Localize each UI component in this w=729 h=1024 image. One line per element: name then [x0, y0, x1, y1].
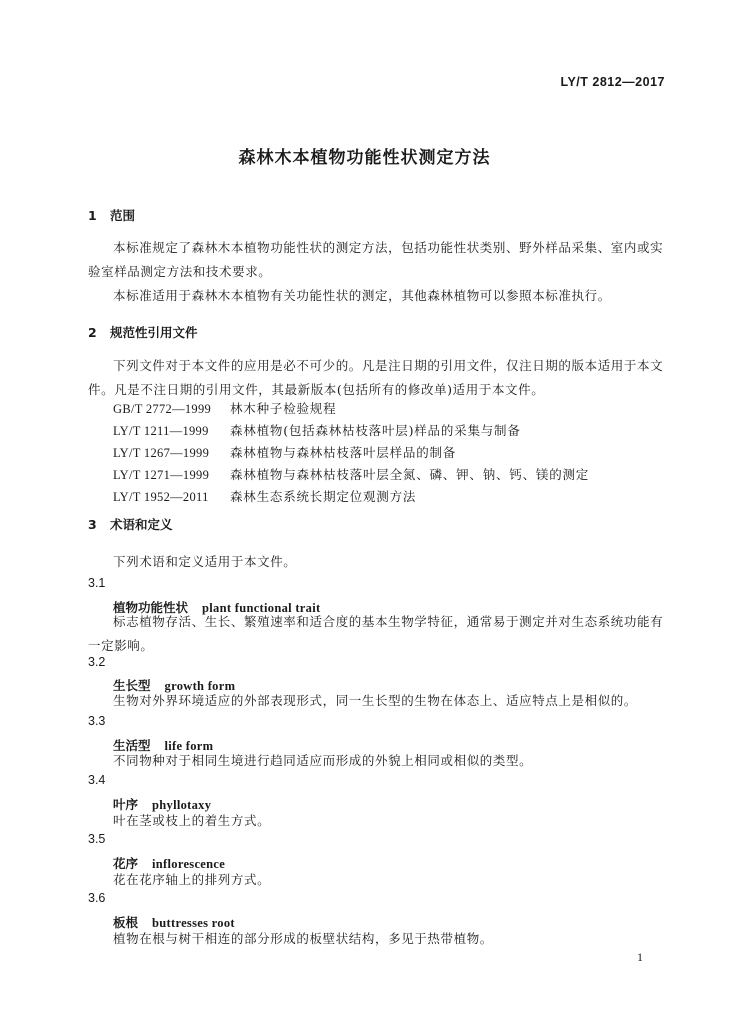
term-en: life form — [164, 739, 214, 753]
page-number: 1 — [637, 950, 643, 964]
term-definition: 植物在根与树干相连的部分形成的板壁状结构，多见于热带植物。 — [113, 931, 493, 946]
term-en: growth form — [164, 679, 236, 693]
term-number: 3.1 — [88, 576, 106, 590]
section-title: 术语和定义 — [110, 517, 173, 532]
document-title: 森林木本植物功能性状测定方法 — [238, 148, 491, 168]
reference-title: 森林植物与森林枯枝落叶层样品的制备 — [230, 445, 457, 460]
section-number: 1 — [88, 208, 97, 223]
section-1-paragraph-2: 本标准适用于森林木本植物有关功能性状的测定，其他森林植物可以参照本标准执行。 — [113, 288, 611, 303]
reference-code: LY/T 1267—1999 — [113, 446, 210, 460]
term-zh: 花序 — [113, 856, 139, 871]
term-en: plant functional trait — [202, 601, 321, 615]
term-en: phyllotaxy — [152, 798, 212, 812]
term-zh: 植物功能性状 — [113, 600, 189, 615]
reference-code: LY/T 1271—1999 — [113, 468, 210, 482]
section-number: 3 — [88, 517, 97, 532]
term-number: 3.5 — [88, 832, 106, 846]
term-en: inflorescence — [152, 857, 226, 871]
term-en: buttresses root — [152, 916, 235, 930]
reference-item — [113, 464, 589, 486]
reference-title: 森林植物(包括森林枯枝落叶层)样品的采集与制备 — [230, 423, 521, 438]
term-definition: 标志植物存活、生长、繁殖速率和适合度的基本生物学特征，通常易于测定并对生态系统功能有一定影响。 — [88, 614, 664, 653]
reference-code: LY/T 1211—1999 — [113, 424, 209, 438]
section-1-heading — [88, 206, 135, 224]
term-zh: 生活型 — [113, 738, 151, 753]
term-definition: 叶在茎或枝上的着生方式。 — [113, 813, 271, 828]
reference-item — [113, 398, 589, 420]
term-zh: 板根 — [113, 915, 139, 930]
reference-item — [113, 486, 589, 508]
section-1-paragraph-1: 本标准规定了森林木本植物功能性状的测定方法，包括功能性状类别、野外样品采集、室内或实验室样品测定方法和技术要求。 — [88, 240, 664, 279]
term-zh: 生长型 — [113, 678, 151, 693]
reference-title: 森林植物与森林枯枝落叶层全氮、磷、钾、钠、钙、镁的测定 — [230, 467, 590, 482]
term-definition: 花在花序轴上的排列方式。 — [113, 872, 271, 887]
section-number: 2 — [88, 325, 97, 340]
reference-title: 森林生态系统长期定位观测方法 — [230, 489, 417, 504]
term-zh: 叶序 — [113, 797, 139, 812]
normative-references-list — [113, 398, 589, 508]
section-title: 范围 — [110, 208, 136, 223]
section-2-intro: 下列文件对于本文件的应用是必不可少的。凡是注日期的引用文件，仅注日期的版本适用于本文件。凡是不注日期的引用文件，其最新版本(包括所有的修改单)适用于本文件。 — [88, 358, 664, 397]
section-3-heading — [88, 515, 173, 533]
term-number: 3.6 — [88, 891, 106, 905]
section-title: 规范性引用文件 — [110, 325, 198, 340]
reference-code: LY/T 1952—2011 — [113, 490, 209, 504]
reference-code: GB/T 2772—1999 — [113, 402, 212, 416]
reference-item — [113, 420, 589, 442]
term-definition: 不同物种对于相同生境进行趋同适应而形成的外貌上相同或相似的类型。 — [113, 753, 533, 768]
term-number: 3.3 — [88, 714, 106, 728]
reference-title: 林木种子检验规程 — [230, 401, 337, 416]
section-2-heading — [88, 323, 198, 341]
standard-code: LY/T 2812—2017 — [560, 75, 665, 89]
term-definition: 生物对外界环境适应的外部表现形式，同一生长型的生物在体态上、适应特点上是相似的。 — [113, 693, 638, 708]
term-number: 3.4 — [88, 773, 106, 787]
term-number: 3.2 — [88, 655, 106, 669]
reference-item — [113, 442, 589, 464]
section-3-intro: 下列术语和定义适用于本文件。 — [113, 554, 297, 569]
